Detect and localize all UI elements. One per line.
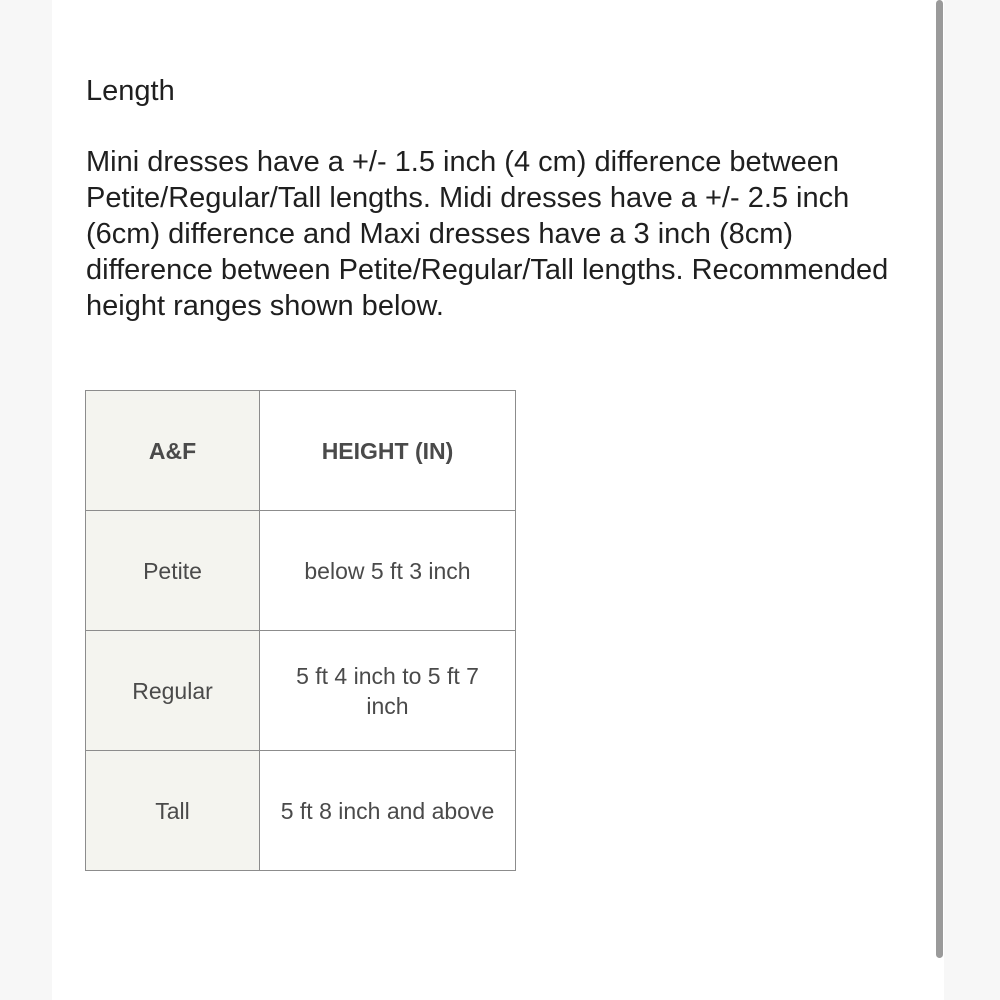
height-cell-regular: 5 ft 4 inch to 5 ft 7 inch bbox=[260, 631, 516, 751]
height-cell-petite: below 5 ft 3 inch bbox=[260, 511, 516, 631]
table-row bbox=[86, 751, 516, 871]
size-cell-regular: Regular bbox=[86, 631, 260, 751]
size-cell-petite: Petite bbox=[86, 511, 260, 631]
length-heading: Length bbox=[86, 75, 175, 107]
vertical-scrollbar[interactable] bbox=[936, 0, 943, 958]
table-row bbox=[86, 511, 516, 631]
height-column-header: HEIGHT (IN) bbox=[260, 391, 516, 511]
table-row bbox=[86, 631, 516, 751]
height-range-table bbox=[85, 390, 516, 871]
size-cell-tall: Tall bbox=[86, 751, 260, 871]
height-cell-tall: 5 ft 8 inch and above bbox=[260, 751, 516, 871]
table-header-row bbox=[86, 391, 516, 511]
length-description: Mini dresses have a +/- 1.5 inch (4 cm) difference between Petite/Regular/Tall lengths. Midi dresses have a +/- 2.5 inch (6cm) difference and Maxi dresses have a 3 inch (8cm) difference between Petite/Regular/Tall lengths. Recommended height ranges shown below. bbox=[86, 146, 889, 322]
brand-column-header: A&F bbox=[86, 391, 260, 511]
